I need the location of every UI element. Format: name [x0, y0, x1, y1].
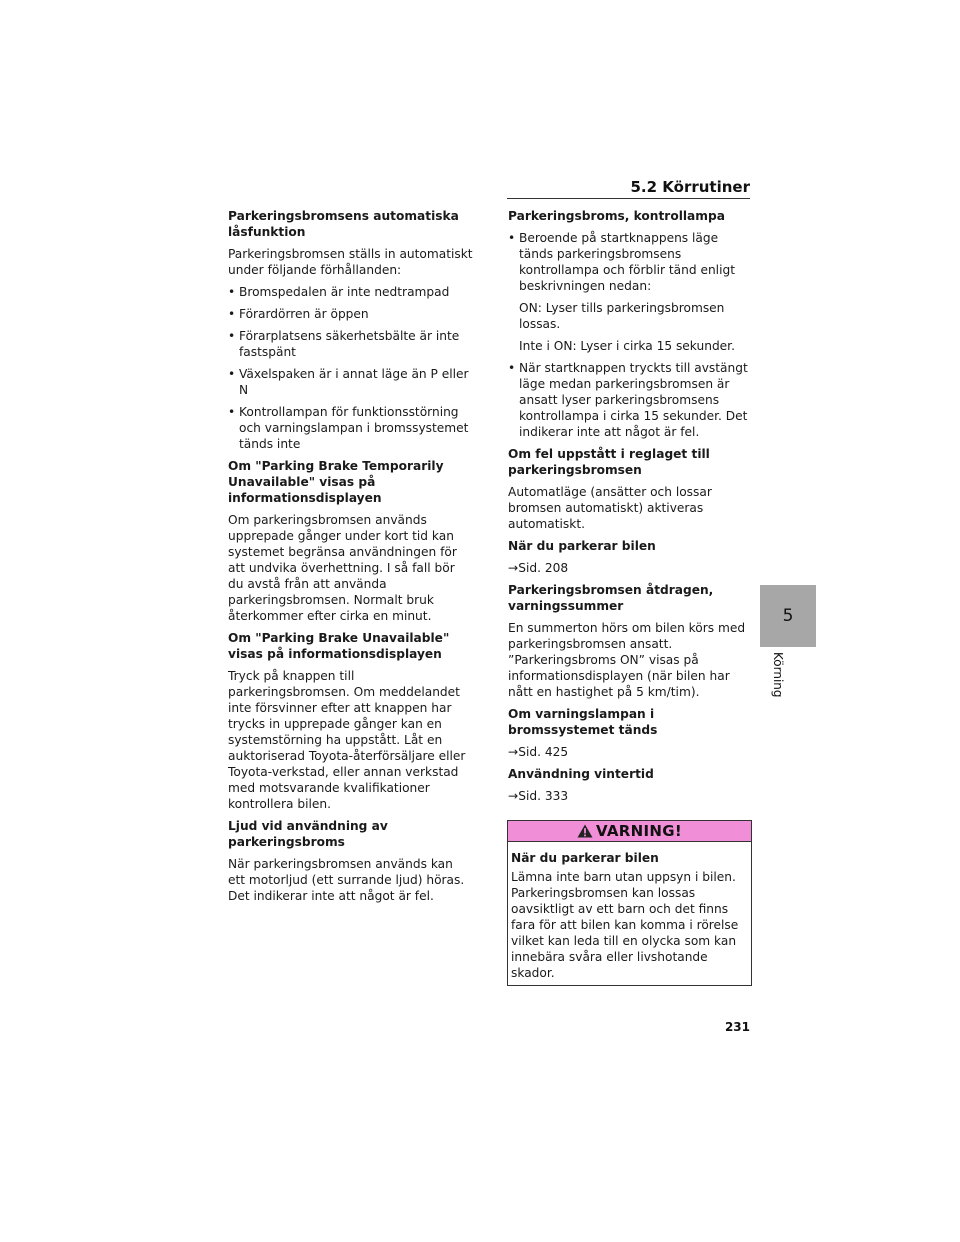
warning-lamp-page-ref[interactable]: →Sid. 425 — [508, 745, 569, 759]
auto-lock-heading: Parkeringsbromsens automatiska låsfunktion — [228, 209, 459, 239]
chapter-tab[interactable] — [760, 585, 816, 647]
parking-page-ref[interactable]: →Sid. 208 — [508, 561, 569, 575]
chapter-number: 5 — [782, 606, 794, 626]
header-divider — [507, 198, 750, 199]
bullet-icon: • — [228, 405, 236, 419]
chapter-label: Körning — [771, 652, 785, 698]
warning-header — [508, 821, 751, 842]
warning-triangle-icon — [577, 824, 593, 838]
sound-text: När parkeringsbromsen används kan ett motorljud (ett surrande ljud) höras. Det indikerar inte att något är fel. — [228, 857, 465, 903]
list-item: • När startknappen tryckts till avstängt läge medan parkeringsbromsen är ansatt lyser parkeringsbromsens kontrollampa i cirka 15 sekunder. Det indikerar inte att något är fel. — [508, 361, 748, 439]
warning-title: VARNING! — [596, 822, 682, 840]
warning-text: Lämna inte barn utan uppsyn i bilen. Parkeringsbromsen kan lossas oavsiktligt av ett barn och det finns fara för att bilen kan komma i rörelse vilket kan leda till en olycka som kan innebära svåra eller livshotande skador. — [511, 870, 739, 980]
right-column — [508, 208, 751, 810]
left-column — [228, 208, 473, 910]
list-item: • Kontrollampan för funktionsstörning och varningslampan i bromssystemet tänds inte — [228, 405, 469, 451]
winter-heading: Användning vintertid — [508, 767, 654, 781]
sound-heading: Ljud vid användning av parkeringsbroms — [228, 819, 388, 849]
winter-page-ref[interactable]: →Sid. 333 — [508, 789, 569, 803]
buzzer-text: En summerton hörs om bilen körs med parkeringsbromsen ansatt. ”Parkeringsbroms ON” visas på informationsdisplayen (när bilen har nått en hastighet på 5 km/tim). — [508, 621, 746, 699]
unavailable-text: Tryck på knappen till parkeringsbromsen. Om meddelandet inte försvinner efter att knappen har trycks in upprepade gånger kan en systemstörning ha uppstått. Låt en auktoriserad Toyota-återförsäljare eller Toyota-verkstad, eller annan verkstad med motsvarande kvalifikationer kontrollera bilen. — [228, 669, 466, 811]
bullet-icon: • — [228, 367, 236, 381]
lamp-heading: Parkeringsbroms, kontrollampa — [508, 209, 725, 223]
warning-lamp-heading: Om varningslampan i bromssystemet tänds — [508, 707, 658, 737]
switch-fault-text: Automatläge (ansätter och lossar bromsen automatiskt) aktiveras automatiskt. — [508, 485, 712, 531]
bullet-icon: • — [508, 231, 516, 245]
section-title: 5.2 Körrutiner — [630, 178, 750, 196]
list-item: • Bromspedalen är inte nedtrampad — [228, 285, 450, 299]
page-number: 231 — [724, 1020, 750, 1034]
bullet-icon: • — [228, 329, 236, 343]
warning-body — [508, 842, 751, 985]
warning-box — [507, 820, 752, 986]
parking-heading: När du parkerar bilen — [508, 539, 656, 553]
list-item: • Beroende på startknappens läge tänds parkeringsbromsens kontrollampa och förblir tänd enligt beskrivningen nedan: — [508, 231, 735, 293]
temp-unavailable-heading: Om "Parking Brake Temporarily Unavailable" visas på informationsdisplayen — [228, 459, 444, 505]
bullet-icon: • — [508, 361, 516, 375]
warning-subheading: När du parkerar bilen — [511, 851, 659, 865]
unavailable-heading: Om "Parking Brake Unavailable" visas på informationsdisplayen — [228, 631, 450, 661]
switch-fault-heading: Om fel uppstått i reglaget till parkeringsbromsen — [508, 447, 710, 477]
list-item: • Förardörren är öppen — [228, 307, 369, 321]
temp-unavailable-text: Om parkeringsbromsen används upprepade gånger under kort tid kan systemet begränsa användningen för att undvika överhettning. I så fall bör du avstå från att använda parkeringsbromsen. Normalt bruk återkommer efter cirka en minut. — [228, 513, 457, 623]
bullet-icon: • — [228, 307, 236, 321]
buzzer-heading: Parkeringsbromsen åtdragen, varningssummer — [508, 583, 714, 613]
lamp-not-on-text: Inte i ON: Lyser i cirka 15 sekunder. — [519, 339, 735, 353]
bullet-icon: • — [228, 285, 236, 299]
list-item: • Växelspaken är i annat läge än P eller N — [228, 367, 469, 397]
list-item: • Förarplatsens säkerhetsbälte är inte fastspänt — [228, 329, 460, 359]
lamp-on-text: ON: Lyser tills parkeringsbromsen lossas. — [519, 301, 725, 331]
auto-lock-intro: Parkeringsbromsen ställs in automatiskt under följande förhållanden: — [228, 247, 473, 277]
